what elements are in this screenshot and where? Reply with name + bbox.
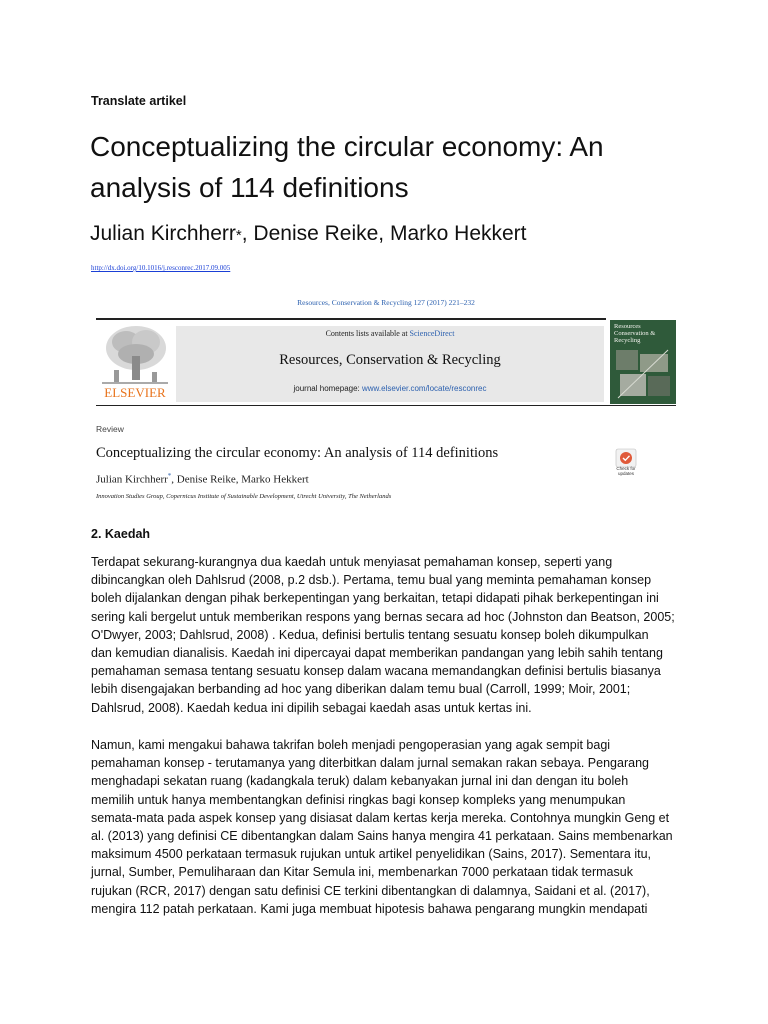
journal-citation: Resources, Conservation & Recycling 127 (2017) 221–232: [297, 298, 475, 307]
corresponding-author-star: *: [235, 227, 242, 244]
paragraph-line: maksimum 4500 perkataan termasuk rujukan untuk artikel penyelidikan (Sains, 2017). Sementara itu,: [91, 847, 652, 862]
paragraph-line: Dahlsrud, 2008). Kaedah kedua ini dipilih sebagai kaedah asas untuk kertas ini.: [91, 700, 532, 715]
paragraph-line: lebih disengajakan berbanding ad hoc yang diberikan dalam temu bual (Carroll, 1999; Moir, 2001;: [91, 682, 631, 697]
check-for-updates-badge[interactable]: [610, 448, 642, 480]
author-primary: Julian Kirchherr: [90, 222, 236, 245]
section-type-label: Review: [96, 424, 124, 434]
paragraph-line: pemahaman konsep - terutamanya yang diterbitkan dalam jurnal semakan rakan sebaya. Pengarang: [91, 756, 649, 771]
header-rule-bottom: [96, 405, 676, 406]
translate-label[interactable]: Translate artikel: [91, 94, 187, 108]
homepage-url: www.elsevier.com/locate/resconrec: [362, 384, 487, 393]
sciencedirect-link: ScienceDirect: [409, 329, 455, 338]
authors-rest: , Denise Reike, Marko Hekkert: [241, 222, 527, 245]
embedded-author-sup: *: [167, 472, 172, 480]
article-authors: [90, 222, 527, 246]
journal-name: Resources, Conservation & Recycling: [279, 352, 501, 368]
cover-artwork-icon: [610, 320, 676, 404]
embedded-authors-rest: , Denise Reike, Marko Hekkert: [171, 473, 309, 486]
paragraph-line: dan kemudian dianalisis. Kaedah ini dipercayai dapat memberikan pandangan yang lebih sahih tentang: [91, 646, 663, 661]
journal-header-box: [176, 326, 604, 402]
article-title: Conceptualizing the circular economy: An analysis of 114 definitions: [90, 131, 604, 203]
paragraph-2: [91, 736, 681, 918]
paragraph-line: memilih untuk hanya membentangkan definisi ringkas bagi konsep kompleks yang menumpukan: [91, 792, 626, 807]
check-updates-icon: [610, 448, 642, 468]
embedded-article-title: Conceptualizing the circular economy: An analysis of 114 definitions: [96, 445, 499, 461]
paragraph-line: Namun, kami mengakui bahawa takrifan boleh menjadi pengoperasian yang agak sempit bagi: [91, 738, 611, 752]
homepage-prefix: journal homepage:: [293, 384, 362, 393]
journal-homepage-line: [176, 384, 604, 393]
embedded-authors: [96, 472, 309, 486]
paragraph-line: rujukan (RCR, 2017) dengan satu definisi CE terkini dibentangkan di dalamnya, Saidani et al. (2017),: [91, 883, 650, 898]
check-updates-text: Check for updates: [616, 466, 636, 476]
paragraph-1: [91, 553, 681, 717]
paragraph-line: dibincangkan oleh Dahlsrud (2008, p.2 dsb.). Pertama, temu bual yang meminta pemahaman konsep: [91, 573, 652, 588]
journal-cover: [610, 320, 676, 404]
contents-available-line: [176, 329, 604, 338]
journal-header-image: [90, 294, 682, 510]
embedded-affiliation: Innovation Studies Group, Copernicus Institute of Sustainable Development, Utrecht University, The Netherlands: [96, 493, 392, 500]
elsevier-wordmark: ELSEVIER: [104, 385, 166, 400]
elsevier-logo: [96, 320, 174, 402]
cover-title: Resources Conservation & Recycling: [614, 323, 656, 344]
paragraph-line: jurnal, Sumber, Pemuliharaan dan Kitar Semula ini, membenarkan 7000 perkataan tidak termasuk: [91, 865, 633, 880]
paragraph-line: semata-mata pada aspek konsep yang disiasat dalam kertas kerja mereka. Contohnya mungkin Geng et: [91, 810, 670, 825]
paragraph-line: sering kali bergelut untuk memberikan respons yang bernas secara ad hoc (Johnston dan Beatson, 2005;: [91, 609, 675, 624]
section-heading: 2. Kaedah: [91, 527, 151, 541]
contents-prefix: Contents lists available at: [325, 329, 410, 338]
paragraph-line: boleh dijalankan dengan pihak berkepentingan yang berkaitan, tetapi didapati pihak berkepentingan ini: [91, 591, 659, 606]
doi-link[interactable]: http://dx.doi.org/10.1016/j.resconrec.2017.09.005: [91, 264, 231, 272]
paragraph-line: mengira 112 patah perkataan. Kami juga membuat hipotesis bahawa pengarang mungkin mendapati: [91, 901, 648, 916]
embedded-author-primary: Julian Kirchherr: [96, 473, 168, 486]
paragraph-line: menghadapi sekatan ruang (kadangkala teruk) dalam kebanyakan jurnal ini dan dengan itu boleh: [91, 774, 629, 789]
paragraph-line: Terdapat sekurang-kurangnya dua kaedah untuk menyiasat pemahaman konsep, seperti yang: [91, 555, 613, 569]
elsevier-tree-icon: [96, 320, 174, 402]
paragraph-line: O'Dwyer, 2003; Dahlsrud, 2008) . Kedua, definisi bertulis tentang sesuatu konsep boleh dikumpulkan: [91, 627, 649, 642]
paragraph-line: al. (2013) yang definisi CE dibentangkan dalam Sains hanya mengira 41 perkataan. Sains membenarkan: [91, 829, 673, 844]
paragraph-line: pemahaman semasa tentang sesuatu konsep dalam wacana memandangkan definisi bertulis biasanya: [91, 664, 661, 679]
